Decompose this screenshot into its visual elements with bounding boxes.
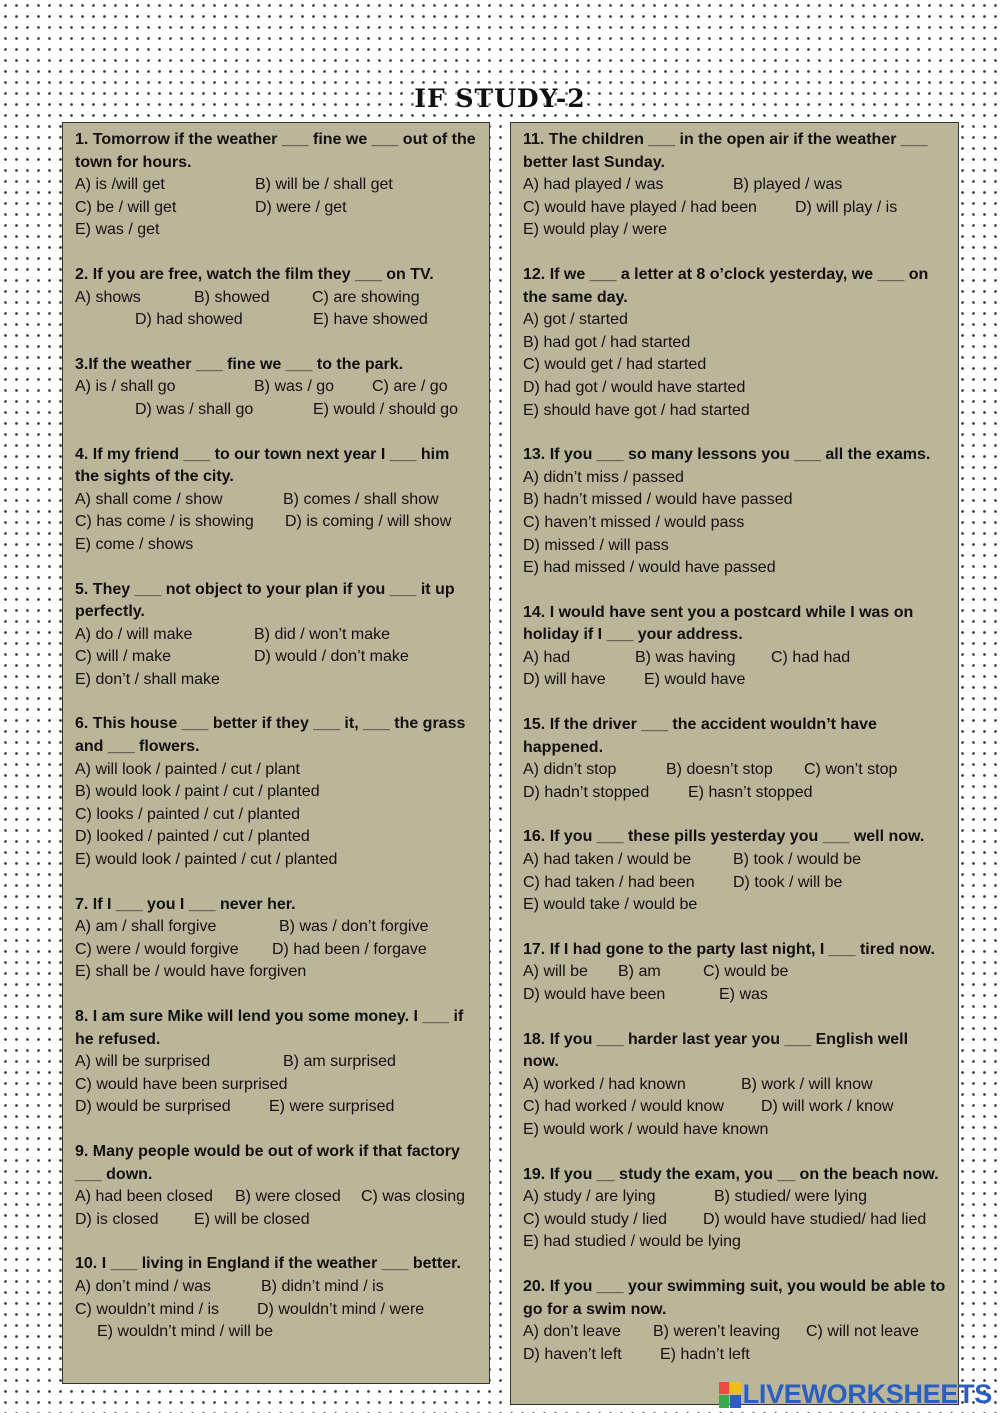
answer-option[interactable]: A) do / will make — [75, 625, 193, 643]
question-3 — [75, 354, 477, 422]
answer-option[interactable]: E) would take / would be — [523, 896, 698, 914]
answer-row — [523, 512, 946, 535]
question-stem: 14. I would have sent you a postcard while I was on holiday if I ___ your address. — [523, 603, 914, 644]
answer-option[interactable]: C) had taken / had been — [523, 873, 695, 891]
answer-option[interactable]: C) would be — [703, 963, 789, 981]
answer-option[interactable]: E) wouldn’t mind / will be — [97, 1323, 274, 1341]
answer-option[interactable]: A) am / shall forgive — [75, 918, 217, 936]
answer-option[interactable]: B) was / go — [254, 378, 335, 396]
answer-row — [75, 646, 477, 669]
answer-row — [75, 489, 477, 512]
question-15 — [523, 714, 946, 804]
answer-option[interactable]: E) was / get — [75, 221, 160, 239]
answer-option[interactable]: D) would be surprised — [75, 1098, 231, 1116]
answer-option[interactable]: B) played / was — [733, 176, 843, 194]
answer-option[interactable]: E) had missed / would have passed — [523, 559, 776, 577]
answer-option[interactable]: E) have showed — [313, 311, 428, 329]
answer-row — [523, 647, 946, 670]
answer-option[interactable]: B) hadn’t missed / would have passed — [523, 491, 793, 509]
answer-option[interactable]: A) will look / painted / cut / plant — [75, 760, 300, 778]
question-stem: 4. If my friend ___ to our town next year I ___ him the sights of the city. — [75, 445, 450, 486]
right-question-column — [510, 122, 959, 1405]
answer-row — [523, 894, 946, 917]
answer-row — [523, 759, 946, 782]
question-2 — [75, 264, 477, 332]
answer-option[interactable]: B) comes / shall show — [283, 490, 439, 508]
answer-option[interactable]: C) had worked / would know — [523, 1098, 724, 1116]
answer-row — [523, 669, 946, 692]
answer-row — [75, 961, 477, 984]
question-stem: 3.If the weather ___ fine we ___ to the park. — [75, 355, 404, 373]
question-9 — [75, 1141, 477, 1231]
question-13 — [523, 444, 946, 580]
answer-option[interactable]: D) will have — [523, 671, 606, 689]
answer-option[interactable]: D) is coming / will show — [285, 513, 452, 531]
answer-option[interactable]: E) were surprised — [269, 1098, 395, 1116]
answer-option[interactable]: E) hadn’t left — [660, 1345, 750, 1363]
answer-option[interactable]: A) shall come / show — [75, 490, 223, 508]
answer-option[interactable]: E) shall be / would have forgiven — [75, 963, 307, 981]
answer-option[interactable]: E) would have — [644, 671, 746, 689]
answer-option[interactable]: D) were / get — [255, 198, 347, 216]
answer-row — [75, 624, 477, 647]
answer-row — [75, 1321, 477, 1344]
answer-option[interactable]: B) didn’t mind / is — [261, 1277, 384, 1295]
answer-option[interactable]: C) looks / painted / cut / planted — [75, 805, 301, 823]
question-1 — [75, 129, 477, 242]
answer-option[interactable]: B) work / will know — [741, 1075, 873, 1093]
question-stem: 11. The children ___ in the open air if the weather ___ better last Sunday. — [523, 131, 928, 171]
answer-row — [523, 1231, 946, 1254]
answer-row — [523, 535, 946, 558]
answer-option[interactable]: D) was / shall go — [135, 400, 254, 418]
answer-row — [75, 1186, 477, 1209]
answer-row — [523, 984, 946, 1007]
question-16 — [523, 826, 946, 916]
answer-row — [75, 1299, 477, 1322]
question-stem: 5. They ___ not object to your plan if you ___ it up perfectly. — [75, 580, 455, 621]
answer-option[interactable]: E) should have got / had started — [523, 401, 750, 419]
answer-option[interactable]: C) wouldn’t mind / is — [75, 1300, 220, 1318]
answer-row — [75, 376, 477, 399]
answer-option[interactable]: B) weren’t leaving — [653, 1323, 781, 1341]
question-stem: 18. If you ___ harder last year you ___ English well now. — [523, 1030, 909, 1071]
answer-option[interactable]: A) got / started — [523, 311, 628, 329]
answer-row — [75, 1209, 477, 1232]
answer-row — [523, 1321, 946, 1344]
answer-option[interactable]: E) would / should go — [313, 400, 458, 418]
answer-option[interactable]: D) is closed — [75, 1210, 159, 1228]
answer-option[interactable]: D) looked / painted / cut / planted — [75, 828, 310, 846]
answer-option[interactable]: C) will / make — [75, 648, 172, 666]
answer-row — [75, 669, 477, 692]
answer-option[interactable]: D) will play / is — [795, 198, 898, 216]
answer-option[interactable]: A) had been closed — [75, 1188, 213, 1206]
answer-row — [75, 781, 477, 804]
answer-option[interactable]: C) were / would forgive — [75, 940, 239, 958]
answer-option[interactable]: D) will work / know — [761, 1098, 894, 1116]
question-stem: 7. If I ___ you I ___ never her. — [75, 895, 296, 913]
answer-option[interactable]: E) will be closed — [194, 1210, 310, 1228]
question-stem: 19. If you __ study the exam, you __ on the beach now. — [523, 1165, 939, 1183]
answer-row — [523, 557, 946, 580]
answer-row — [523, 961, 946, 984]
answer-option[interactable]: B) took / would be — [733, 851, 862, 869]
answer-row — [523, 782, 946, 805]
answer-option[interactable]: C) was closing — [361, 1188, 466, 1206]
question-stem: 9. Many people would be out of work if that factory ___ down. — [75, 1142, 460, 1183]
answer-option[interactable]: C) won’t stop — [804, 761, 898, 779]
answer-option[interactable]: B) did / won’t make — [254, 625, 391, 643]
answer-option[interactable]: A) is / shall go — [75, 378, 176, 396]
question-stem: 6. This house ___ better if they ___ it, ___ the grass and ___ flowers. — [75, 715, 466, 756]
answer-option[interactable]: A) didn’t miss / passed — [523, 468, 684, 486]
answer-option[interactable]: E) had studied / would be lying — [523, 1233, 741, 1251]
answer-option[interactable]: E) would look / painted / cut / planted — [75, 851, 338, 869]
question-stem: 15. If the driver ___ the accident wouldn’t have happened. — [523, 716, 877, 756]
answer-option[interactable]: D) took / will be — [733, 873, 843, 891]
answer-row — [75, 849, 477, 872]
question-17 — [523, 939, 946, 1007]
liveworksheets-logo-icon — [719, 1382, 741, 1408]
answer-row — [75, 309, 477, 332]
question-8 — [75, 1006, 477, 1119]
question-4 — [75, 444, 477, 557]
question-11 — [523, 129, 946, 242]
answer-option[interactable]: E) would work / would have known — [523, 1120, 769, 1138]
answer-row — [75, 759, 477, 782]
question-stem: 13. If you ___ so many lessons you ___ all the exams. — [523, 446, 931, 464]
answer-option[interactable]: E) was — [719, 986, 768, 1003]
answer-row — [523, 1074, 946, 1097]
question-stem: 2. If you are free, watch the film they ___ on TV. — [75, 265, 434, 283]
answer-row — [523, 489, 946, 512]
answer-row — [75, 399, 477, 422]
answer-option[interactable]: D) had showed — [135, 311, 243, 329]
answer-row — [523, 1209, 946, 1232]
answer-option[interactable]: E) would play / were — [523, 221, 668, 239]
answer-option[interactable]: D) hadn’t stopped — [523, 783, 650, 801]
left-question-column — [62, 122, 490, 1384]
answer-option[interactable]: B) am — [618, 963, 661, 981]
answer-option[interactable]: D) wouldn’t mind / were — [257, 1300, 425, 1318]
answer-option[interactable]: C) will not leave — [806, 1323, 919, 1341]
page-title: IF STUDY-2 — [414, 84, 586, 113]
answer-option[interactable]: A) will be — [523, 963, 588, 981]
answer-row — [75, 534, 477, 557]
answer-option[interactable]: C) are showing — [312, 288, 420, 306]
answer-option[interactable]: B) showed — [194, 288, 270, 306]
answer-option[interactable]: E) don’t / shall make — [75, 670, 220, 688]
question-6 — [75, 713, 477, 871]
brand-text: LIVEWORKSHEETS — [742, 1379, 992, 1409]
answer-option[interactable]: D) would have been — [523, 986, 666, 1003]
question-stem: 17. If I had gone to the party last night, I ___ tired now. — [523, 940, 935, 958]
answer-row — [75, 511, 477, 534]
answer-row — [523, 174, 946, 197]
answer-option[interactable]: B) am surprised — [283, 1053, 396, 1071]
question-5 — [75, 579, 477, 692]
answer-option[interactable]: D) would have studied/ had lied — [703, 1210, 927, 1228]
answer-row — [523, 309, 946, 332]
answer-option[interactable]: A) had taken / would be — [523, 851, 692, 869]
answer-row — [75, 1074, 477, 1097]
answer-row — [523, 467, 946, 490]
answer-option[interactable]: D) haven’t left — [523, 1345, 622, 1363]
answer-option[interactable]: A) didn’t stop — [523, 761, 617, 779]
answer-row — [523, 197, 946, 220]
answer-row — [75, 826, 477, 849]
answer-option[interactable]: A) had played / was — [523, 176, 664, 194]
answer-option[interactable]: A) study / are lying — [523, 1188, 656, 1206]
answer-option[interactable]: C) would have played / had been — [523, 198, 757, 216]
answer-option[interactable]: B) studied/ were lying — [714, 1188, 867, 1206]
question-12 — [523, 264, 946, 422]
answer-option[interactable]: E) come / shows — [75, 535, 194, 553]
answer-option[interactable]: D) would / don’t make — [254, 648, 409, 666]
answer-option[interactable]: C) would have been surprised — [75, 1075, 288, 1093]
answer-row — [523, 1096, 946, 1119]
question-19 — [523, 1164, 946, 1254]
answer-option[interactable]: B) will be / shall get — [255, 176, 393, 194]
answer-option[interactable]: B) was / don’t forgive — [279, 918, 429, 936]
answer-option[interactable]: A) is /will get — [75, 176, 165, 194]
answer-row — [523, 219, 946, 242]
answer-option[interactable]: A) will be surprised — [75, 1053, 211, 1071]
answer-row — [523, 1344, 946, 1367]
answer-option[interactable]: B) would look / paint / cut / planted — [75, 783, 320, 801]
answer-row — [75, 804, 477, 827]
question-stem: 8. I am sure Mike will lend you some money. I ___ if he refused. — [75, 1008, 464, 1048]
answer-row — [523, 400, 946, 423]
answer-row — [75, 1051, 477, 1074]
liveworksheets-logo — [719, 1379, 992, 1410]
question-stem: 20. If you ___ your swimming suit, you would be able to go for a swim now. — [523, 1277, 946, 1318]
answer-option[interactable]: D) had been / forgave — [272, 940, 427, 958]
answer-row — [523, 1119, 946, 1142]
answer-option[interactable]: C) would study / lied — [523, 1210, 668, 1228]
answer-option[interactable]: C) would get / had started — [523, 356, 707, 374]
question-stem: 16. If you ___ these pills yesterday you ___ well now. — [523, 828, 925, 846]
answer-option[interactable]: B) doesn’t stop — [666, 761, 773, 779]
answer-row — [523, 872, 946, 895]
answer-option[interactable]: C) has come / is showing — [75, 513, 254, 531]
answer-option[interactable]: A) shows — [75, 288, 141, 306]
question-7 — [75, 894, 477, 984]
answer-row — [75, 939, 477, 962]
answer-option[interactable]: B) were closed — [235, 1188, 341, 1206]
answer-option[interactable]: C) are / go — [372, 378, 448, 396]
answer-option[interactable]: C) be / will get — [75, 198, 177, 216]
question-stem: 12. If we ___ a letter at 8 o’clock yesterday, we ___ on the same day. — [523, 265, 929, 306]
answer-option[interactable]: A) don’t leave — [523, 1323, 621, 1341]
answer-row — [523, 849, 946, 872]
question-18 — [523, 1029, 946, 1142]
question-stem: 10. I ___ living in England if the weather ___ better. — [75, 1255, 461, 1273]
answer-option[interactable]: A) worked / had known — [523, 1075, 686, 1093]
answer-row — [75, 197, 477, 220]
answer-row — [523, 354, 946, 377]
answer-row — [75, 1096, 477, 1119]
answer-option[interactable]: E) hasn’t stopped — [688, 783, 813, 801]
answer-row — [523, 1186, 946, 1209]
answer-option[interactable]: A) don’t mind / was — [75, 1277, 212, 1295]
answer-row — [75, 1276, 477, 1299]
answer-row — [523, 377, 946, 400]
answer-option[interactable]: C) haven’t missed / would pass — [523, 513, 745, 531]
answer-option[interactable]: C) had had — [771, 648, 851, 666]
answer-row — [523, 332, 946, 355]
answer-row — [75, 287, 477, 310]
answer-row — [75, 174, 477, 197]
question-stem: 1. Tomorrow if the weather ___ fine we ___ out of the town for hours. — [75, 131, 476, 171]
answer-row — [75, 916, 477, 939]
answer-option[interactable]: D) missed / will pass — [523, 536, 669, 554]
answer-option[interactable]: A) had — [523, 648, 571, 666]
answer-row — [75, 219, 477, 242]
answer-option[interactable]: B) was having — [635, 648, 736, 666]
answer-option[interactable]: D) had got / would have started — [523, 378, 746, 396]
question-20 — [523, 1276, 946, 1366]
answer-option[interactable]: B) had got / had started — [523, 333, 691, 351]
question-14 — [523, 602, 946, 692]
question-10 — [75, 1253, 477, 1343]
